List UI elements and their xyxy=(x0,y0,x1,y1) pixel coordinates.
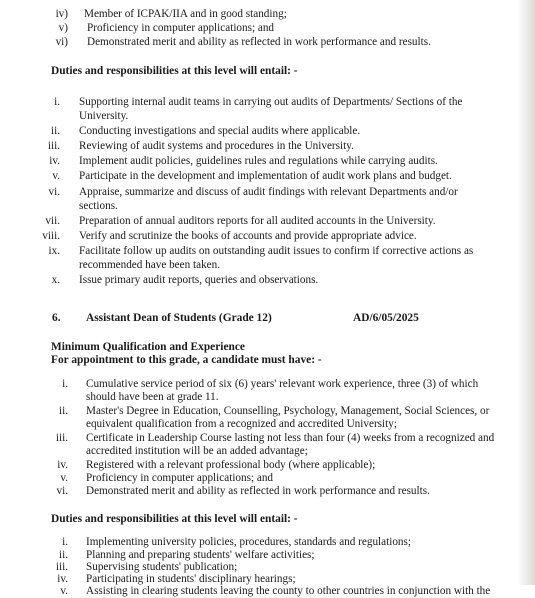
page-edge-shadow xyxy=(517,0,535,585)
list-number: viii. xyxy=(42,230,60,242)
list-number: ix. xyxy=(48,245,60,257)
list-item-text: Registered with a relevant professional body (where applicable); xyxy=(86,459,376,471)
list-item-text: equivalent qualification from a recognized and accredited University; xyxy=(86,418,397,430)
min-qualification-heading: Minimum Qualification and Experience xyxy=(51,341,245,353)
position-title: Assistant Dean of Students (Grade 12) xyxy=(86,312,272,324)
list-number: v) xyxy=(58,22,68,34)
position-number: 6. xyxy=(52,312,61,324)
list-number: ii. xyxy=(50,125,60,137)
list-item-text: Assisting in clearing students leaving the county to other countries in conjunction with the xyxy=(86,585,491,597)
list-item-text: Cumulative service period of six (6) years' relevant work experience, three (3) of which xyxy=(86,378,479,390)
list-number: i. xyxy=(62,536,68,548)
list-item-text: University. xyxy=(79,110,129,122)
list-number: vi. xyxy=(56,485,68,497)
duties-heading-2: Duties and responsibilities at this level will entail: - xyxy=(51,513,298,525)
list-item-text: Verify and scrutinize the books of accounts and provide appropriate advice. xyxy=(79,230,417,242)
list-number: i. xyxy=(54,96,60,108)
position-reference: AD/6/05/2025 xyxy=(353,312,419,324)
list-number: v. xyxy=(60,585,68,597)
list-item-text: Planning and preparing students' welfare activities; xyxy=(86,549,315,561)
list-item-text: Appraise, summarize and discuss of audit findings with relevant Departments and/or xyxy=(79,186,458,198)
list-number: iv. xyxy=(49,155,60,167)
list-number: vii. xyxy=(45,215,60,227)
list-number: iii. xyxy=(55,561,68,573)
list-number: iv. xyxy=(57,573,68,585)
list-item-text: Conducting investigations and special audits where applicable. xyxy=(79,125,361,137)
list-item-text: Implementing university policies, procedures, standards and regulations; xyxy=(86,536,411,548)
list-number: ii. xyxy=(58,405,68,417)
appointment-heading: For appointment to this grade, a candidate must have: - xyxy=(51,354,322,366)
list-item-text: Preparation of annual auditors reports for all audited accounts in the University. xyxy=(79,215,436,227)
list-item-text: Member of ICPAK/IIA and in good standing; xyxy=(84,8,287,20)
list-item-text: Proficiency in computer applications; and xyxy=(86,472,274,484)
list-item-text: Implement audit policies, guidelines rules and regulations while carrying audits. xyxy=(79,155,438,167)
list-item-text: Participate in the development and implementation of audit work plans and budget. xyxy=(79,170,452,182)
list-item-text: Demonstrated merit and ability as reflected in work performance and results. xyxy=(87,36,431,48)
list-item-text: Participating in students' disciplinary hearings; xyxy=(86,573,296,585)
duties-heading: Duties and responsibilities at this level will entail: - xyxy=(51,65,298,77)
list-number: vi. xyxy=(48,186,60,198)
list-item-text: accredited institution will be an added advantage; xyxy=(86,445,308,457)
list-item-text: Supervising students' publication; xyxy=(86,561,238,573)
list-item-text: should have been at grade 11. xyxy=(86,391,219,403)
list-number: vi) xyxy=(55,36,68,48)
list-item-text: Issue primary audit reports, queries and observations. xyxy=(79,274,319,286)
list-number: i. xyxy=(62,378,68,390)
list-number: v. xyxy=(52,170,60,182)
list-number: iii. xyxy=(55,432,68,444)
list-item-text: recommended have been taken. xyxy=(79,259,221,271)
list-item-text: Reviewing of audit systems and procedures in the University. xyxy=(79,140,354,152)
list-item-text: Proficiency in computer applications; and xyxy=(87,22,275,34)
list-item-text: Master's Degree in Education, Counselling, Psychology, Management, Social Sciences, or xyxy=(86,405,490,417)
list-item-text: Facilitate follow up audits on outstanding audit issues to confirm if corrective actions as xyxy=(79,245,474,257)
list-number: v. xyxy=(60,472,68,484)
list-item-text: sections. xyxy=(79,200,118,212)
list-item-text: Certificate in Leadership Course lasting not less than four (4) weeks from a recognized and xyxy=(86,432,495,444)
list-item-text: Demonstrated merit and ability as reflected in work performance and results. xyxy=(86,485,430,497)
list-number: iv. xyxy=(57,459,68,471)
list-number: iii. xyxy=(47,140,60,152)
list-item-text: Supporting internal audit teams in carrying out audits of Departments/ Sections of the xyxy=(79,96,463,108)
list-number: iv) xyxy=(55,8,68,20)
list-number: ii. xyxy=(58,549,68,561)
list-number: x. xyxy=(51,274,60,286)
